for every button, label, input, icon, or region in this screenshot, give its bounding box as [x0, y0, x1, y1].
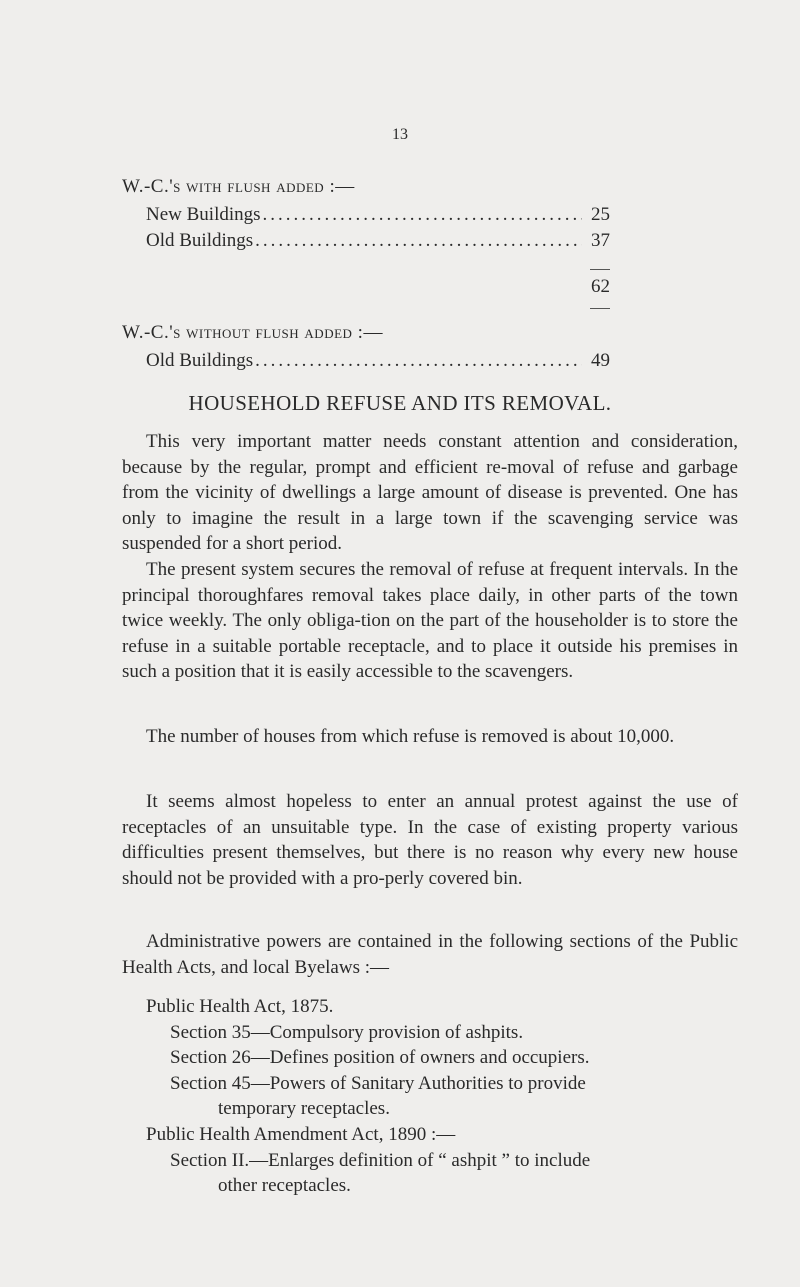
act-section-line: Section 35—Compulsory provision of ashpits. [170, 1022, 524, 1043]
tally-row-old-buildings [146, 228, 610, 254]
sum-rule-top [590, 269, 610, 270]
paragraph-text: It seems almost hopeless to enter an annual protest against the use of receptacles of an unsuitable type. In the case of existing property various difficulties present themselves, but there is no reason why every new house should not be provided with a pro-perly covered bin. [122, 791, 738, 889]
paragraph-1 [122, 429, 738, 557]
tally-row-new-buildings [146, 202, 610, 228]
paragraph-5 [122, 929, 738, 980]
act-section-line: Section 26—Defines position of owners and occupiers. [170, 1047, 590, 1068]
tally-row-old-buildings-no-flush [146, 348, 610, 374]
section-heading: HOUSEHOLD REFUSE AND ITS REMOVAL. [188, 391, 612, 415]
page-number: 13 [392, 126, 408, 143]
sum-rule-bottom [590, 308, 610, 309]
dot-leader [255, 228, 582, 254]
act-title-1875: Public Health Act, 1875. [146, 996, 334, 1017]
without-flush-heading: W.-C.'s without flush added :— [122, 322, 383, 343]
tally-label: New Buildings [146, 204, 261, 225]
act-section-continuation: temporary receptacles. [218, 1098, 390, 1119]
paragraph-2 [122, 557, 738, 685]
paragraph-4 [122, 789, 738, 891]
paragraph-text: The present system secures the removal of refuse at frequent intervals. In the principal thoroughfares removal takes place daily, in other parts of the town twice weekly. The only obliga-tion on the part of the householder is to store the refuse in a suitable portable receptacle, and to place it outside his premises in such a position that it is easily accessible to the scavengers. [122, 559, 738, 682]
dot-leader [263, 202, 582, 228]
act-section-line: Section 45—Powers of Sanitary Authorities to provide [170, 1073, 586, 1094]
paragraph-text: Administrative powers are contained in the following sections of the Public Health Acts, and local Byelaws :— [122, 931, 738, 978]
flush-added-heading: W.-C.'s with flush added :— [122, 176, 355, 197]
flush-added-total: 62 [591, 276, 610, 297]
act-title-1890: Public Health Amendment Act, 1890 :— [146, 1124, 456, 1145]
tally-count: 25 [591, 204, 610, 225]
tally-count: 37 [591, 230, 610, 251]
act-section-line: Section II.—Enlarges definition of “ ashpit ” to include [170, 1150, 591, 1171]
dot-leader [255, 348, 582, 374]
tally-count: 49 [591, 350, 610, 371]
act-section-continuation: other receptacles. [218, 1175, 351, 1196]
paragraph-3 [122, 724, 738, 750]
paragraph-text: The number of houses from which refuse is removed is about 10,000. [146, 726, 675, 747]
tally-label: Old Buildings [146, 230, 254, 251]
tally-label: Old Buildings [146, 350, 254, 371]
paragraph-text: This very important matter needs constant attention and consideration, because by the regular, prompt and efficient re-moval of refuse and garbage from the vicinity of dwellings a large amount of disease is prevented. One has only to imagine the result in a large town if the scavenging service was suspended for a short period. [122, 431, 738, 554]
